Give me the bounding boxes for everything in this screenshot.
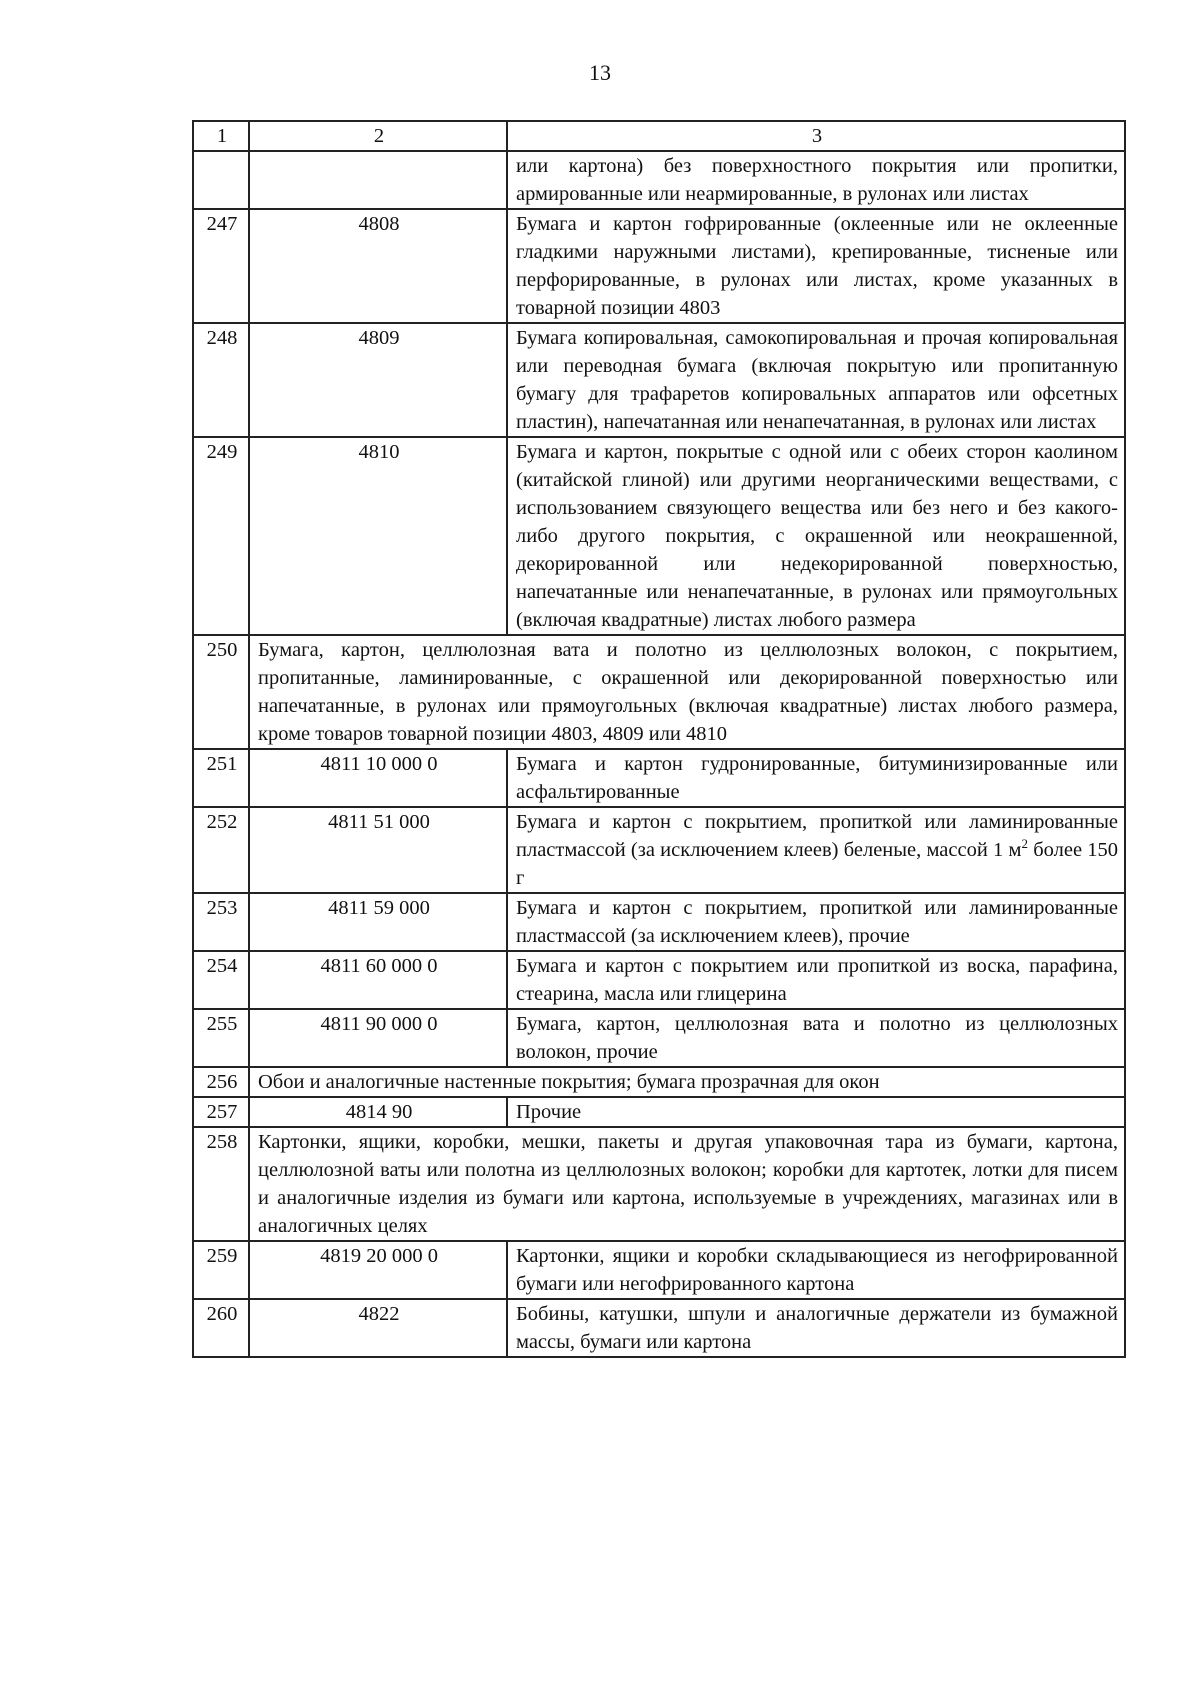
goods-table: [192, 120, 1126, 1358]
row-code: 4814 90: [249, 1097, 507, 1127]
row-code: 4808: [249, 209, 507, 323]
row-code: 4819 20 000 0: [249, 1241, 507, 1299]
table-row-heading: [193, 1067, 1125, 1097]
row-description: Прочие: [507, 1097, 1125, 1127]
row-code: 4822: [249, 1299, 507, 1357]
row-description: [507, 807, 1125, 893]
row-number: 250: [193, 635, 249, 749]
row-description: Бумага и картон с покрытием, пропиткой или ламинированные пластмассой (за исключением клеев), прочие: [507, 893, 1125, 951]
table-row: [193, 951, 1125, 1009]
row-number: [193, 151, 249, 209]
row-description-part: более 150 г: [516, 839, 1119, 889]
row-code: 4811 59 000: [249, 893, 507, 951]
row-number: 247: [193, 209, 249, 323]
row-number: 251: [193, 749, 249, 807]
table-row: [193, 749, 1125, 807]
table-row-heading: [193, 1127, 1125, 1241]
row-code: 4809: [249, 323, 507, 437]
row-number: 249: [193, 437, 249, 635]
column-header-2: 2: [249, 121, 507, 151]
row-code: 4811 51 000: [249, 807, 507, 893]
row-description: Бумага и картон, покрытые с одной или с обеих сторон каолином (китайской глиной) или другими неорганическими веществами, с использованием связующего вещества или без него и без какого-либо другого покрытия, с окрашенной или неокрашенной, декорированной или недекорированной поверхностью, напечатанные или ненапечатанные, в рулонах или прямоугольных (включая квадратные) листах любого размера: [507, 437, 1125, 635]
row-description: Бумага и картон с покрытием или пропиткой из воска, парафина, стеарина, масла или глицерина: [507, 951, 1125, 1009]
row-heading-description: Картонки, ящики, коробки, мешки, пакеты и другая упаковочная тара из бумаги, картона, целлюлозной ваты или полотна из целлюлозных волокон; коробки для картотек, лотки для писем и аналогичные изделия из бумаги или картона, используемые в учреждениях, магазинах или в аналогичных целях: [249, 1127, 1125, 1241]
row-number: 253: [193, 893, 249, 951]
row-number: 252: [193, 807, 249, 893]
row-code: 4811 60 000 0: [249, 951, 507, 1009]
table-row-heading: [193, 635, 1125, 749]
table-header-row: [193, 121, 1125, 151]
table-row: [193, 151, 1125, 209]
column-header-3: 3: [507, 121, 1125, 151]
row-description-part: Бумага и картон с покрытием, пропиткой или ламинированные пластмассой (за исключением клеев) беленые, массой 1 м: [516, 811, 1118, 861]
row-number: 258: [193, 1127, 249, 1241]
row-code: 4811 90 000 0: [249, 1009, 507, 1067]
row-description: или картона) без поверхностного покрытия или пропитки, армированные или неармированные, в рулонах или листах: [507, 151, 1125, 209]
table-row: [193, 1097, 1125, 1127]
row-heading-description: Обои и аналогичные настенные покрытия; бумага прозрачная для окон: [249, 1067, 1125, 1097]
row-description: Бумага и картон гудронированные, битуминизированные или асфальтированные: [507, 749, 1125, 807]
row-description: Бумага, картон, целлюлозная вата и полотно из целлюлозных волокон, прочие: [507, 1009, 1125, 1067]
table-row: [193, 807, 1125, 893]
row-description: Бумага и картон гофрированные (оклеенные или не оклеенные гладкими наружными листами), крепированные, тисненые или перфорированные, в рулонах или листах, кроме указанных в товарной позиции 4803: [507, 209, 1125, 323]
table-row: [193, 323, 1125, 437]
table-row: [193, 437, 1125, 635]
row-code: 4810: [249, 437, 507, 635]
column-header-1: 1: [193, 121, 249, 151]
row-number: 256: [193, 1067, 249, 1097]
row-number: 259: [193, 1241, 249, 1299]
row-code: [249, 151, 507, 209]
superscript-two: 2: [1021, 836, 1028, 851]
table-row: [193, 1241, 1125, 1299]
row-description: Картонки, ящики и коробки складывающиеся из негофрированной бумаги или негофрированного картона: [507, 1241, 1125, 1299]
row-code: 4811 10 000 0: [249, 749, 507, 807]
table-row: [193, 1299, 1125, 1357]
row-heading-description: Бумага, картон, целлюлозная вата и полотно из целлюлозных волокон, с покрытием, пропитанные, ламинированные, с окрашенной или декорированной поверхностью или напечатанные, в рулонах или прямоугольных (включая квадратные) листах любого размера, кроме товаров товарной позиции 4803, 4809 или 4810: [249, 635, 1125, 749]
row-number: 255: [193, 1009, 249, 1067]
row-number: 248: [193, 323, 249, 437]
row-description: Бумага копировальная, самокопировальная и прочая копировальная или переводная бумага (включая покрытую или пропитанную бумагу для трафаретов копировальных аппаратов или офсетных пластин), напечатанная или ненапечатанная, в рулонах или листах: [507, 323, 1125, 437]
page-number: 13: [589, 60, 611, 85]
row-number: 260: [193, 1299, 249, 1357]
table-row: [193, 1009, 1125, 1067]
table-row: [193, 893, 1125, 951]
table-row: [193, 209, 1125, 323]
row-number: 257: [193, 1097, 249, 1127]
row-description: Бобины, катушки, шпули и аналогичные держатели из бумажной массы, бумаги или картона: [507, 1299, 1125, 1357]
row-number: 254: [193, 951, 249, 1009]
